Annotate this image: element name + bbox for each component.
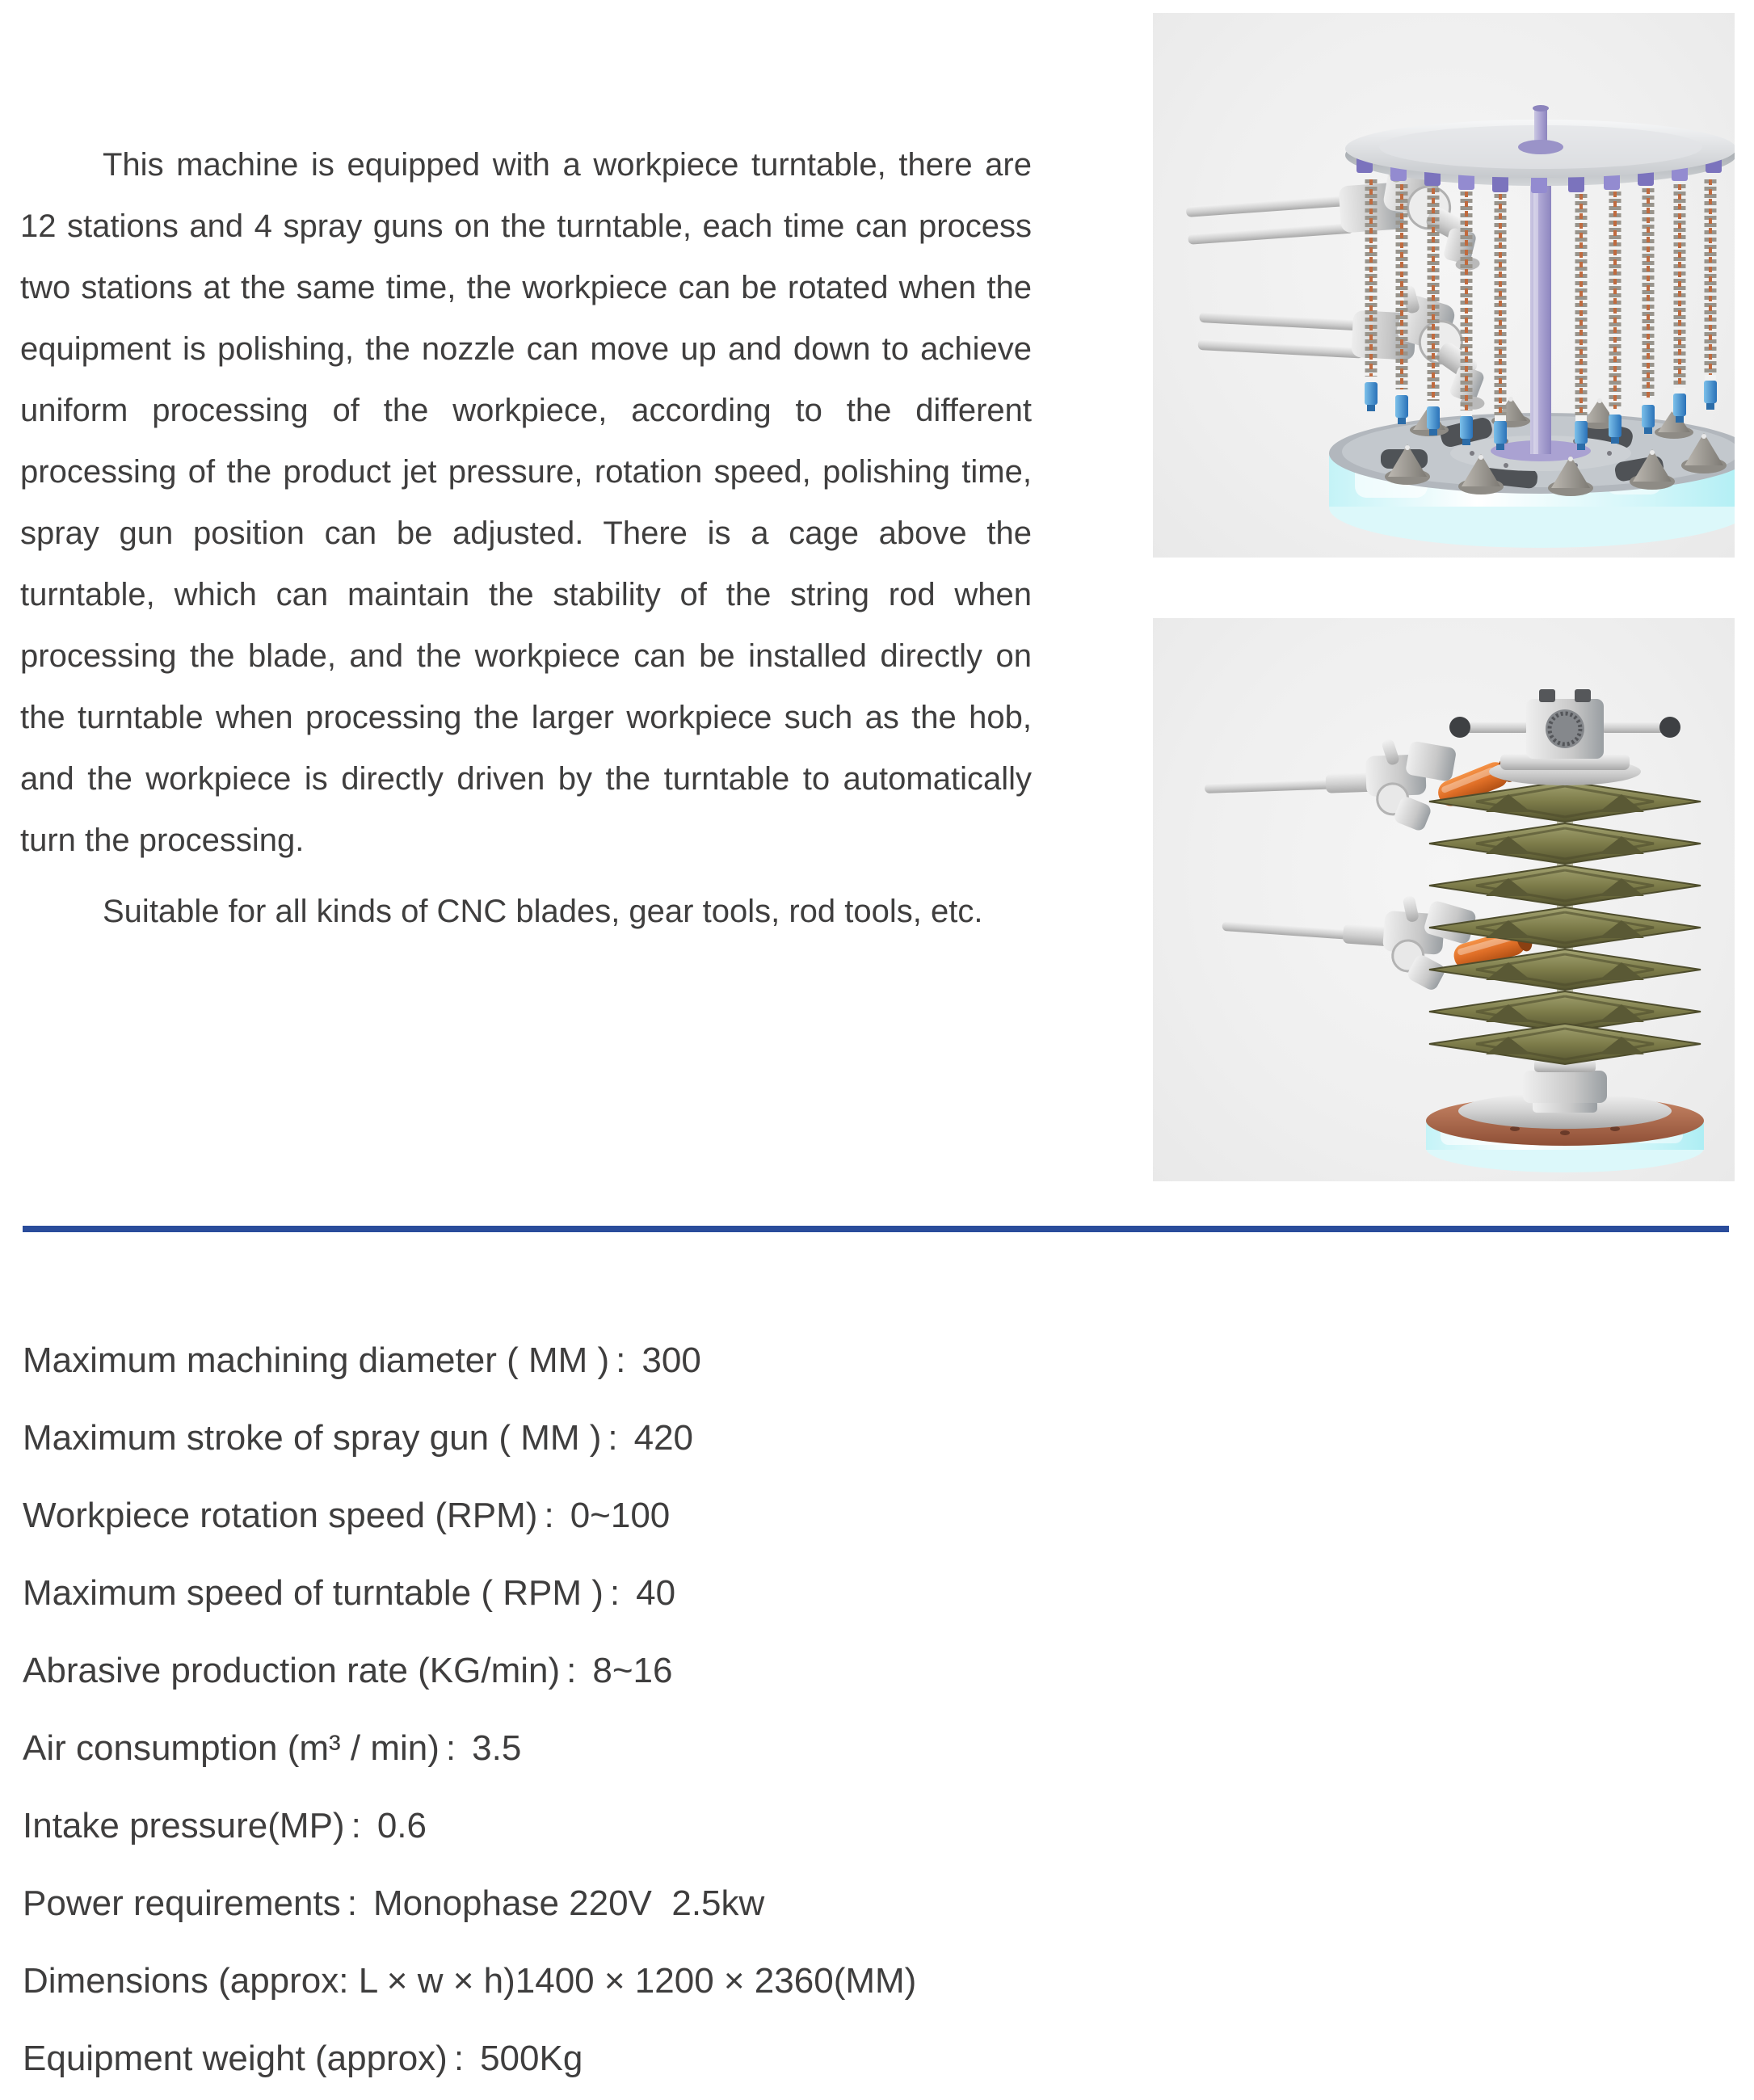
- spec-row-air-consumption: [23, 1724, 521, 1773]
- spec-separator: :: [609, 1573, 620, 1613]
- spec-row-dimensions: [23, 1957, 916, 2005]
- spec-row-intake-pressure: [23, 1802, 427, 1850]
- spec-value: 300: [641, 1340, 701, 1380]
- spec-label: Dimensions (approx: L × w × h): [23, 1961, 515, 2001]
- spec-label: Intake pressure(MP): [23, 1806, 345, 1845]
- figure-panel-gear-hob: [1153, 618, 1735, 1181]
- spec-value: Monophase 220V 2.5kw: [372, 1883, 765, 1923]
- intro-paragraph-2: Suitable for all kinds of CNC blades, gear tools, rod tools, etc.: [103, 894, 983, 929]
- spec-label: Workpiece rotation speed (RPM): [23, 1496, 538, 1535]
- spray-guns-icon: [1183, 148, 1490, 410]
- spec-label: Air consumption (m³ / min): [23, 1728, 440, 1768]
- spray-guns-icon: [1203, 734, 1538, 999]
- spec-label: Maximum stroke of spray gun ( MM ): [23, 1418, 602, 1458]
- string-rod-turntable-illustration: [1153, 13, 1735, 558]
- spec-separator: :: [544, 1496, 554, 1535]
- spec-separator: :: [351, 1806, 361, 1845]
- spec-separator: :: [616, 1340, 626, 1380]
- spec-row-equipment-weight: [23, 2035, 583, 2083]
- spec-row-max-turntable-speed: [23, 1569, 675, 1618]
- gear-hob-icon: [1426, 689, 1704, 1172]
- intro-paragraph-1: This machine is equipped with a workpiece turntable, there are 12 stations and 4 spray guns on the turntable, each time can process two stations at the same time, the workpiece can be rotated when the equipment is polishing, the nozzle can move up and down to achieve uniform processing of the workpiece, according to the different processing of the product jet pressure, rotation speed, polishing time, spray gun position can be adjusted. There is a cage above the turntable, which can maintain the stability of the string rod when processing the blade, and the workpiece can be installed directly on the turntable when processing the larger workpiece such as the hob, and the workpiece is directly driven by the turntable to automatically turn the processing.: [20, 147, 1032, 858]
- spec-row-workpiece-rotation-speed: [23, 1492, 670, 1540]
- gear-hob-illustration: [1153, 618, 1735, 1181]
- spec-separator: :: [608, 1418, 618, 1458]
- spec-value: 8~16: [592, 1651, 673, 1690]
- spec-value: 40: [636, 1573, 676, 1613]
- spec-value: 3.5: [472, 1728, 522, 1768]
- spec-label: Power requirements: [23, 1883, 341, 1923]
- spec-separator: :: [445, 1728, 456, 1768]
- spec-separator: :: [347, 1883, 357, 1923]
- spec-row-max-spray-gun-stroke: [23, 1414, 693, 1462]
- spec-value: 420: [633, 1418, 694, 1458]
- spec-label: Equipment weight (approx): [23, 2039, 448, 2078]
- spec-row-max-machining-diameter: [23, 1336, 701, 1385]
- spec-label: Maximum speed of turntable ( RPM ): [23, 1573, 604, 1613]
- spec-value: 0.6: [376, 1806, 427, 1845]
- spec-separator: :: [566, 1651, 577, 1690]
- spec-separator: :: [453, 2039, 465, 2078]
- spec-label: Abrasive production rate (KG/min): [23, 1651, 561, 1690]
- spec-value: 1400 × 1200 × 2360(MM): [515, 1961, 917, 2001]
- spec-label: Maximum machining diameter ( MM ): [23, 1340, 610, 1380]
- figure-panel-string-rod-turntable: [1153, 13, 1735, 558]
- intro-text-block: [20, 134, 1032, 942]
- spec-row-power-requirements: [23, 1879, 764, 1928]
- section-divider: [23, 1226, 1729, 1232]
- spec-value: 0~100: [570, 1496, 671, 1535]
- spec-row-abrasive-production-rate: [23, 1647, 673, 1695]
- spec-value: 500Kg: [480, 2039, 583, 2078]
